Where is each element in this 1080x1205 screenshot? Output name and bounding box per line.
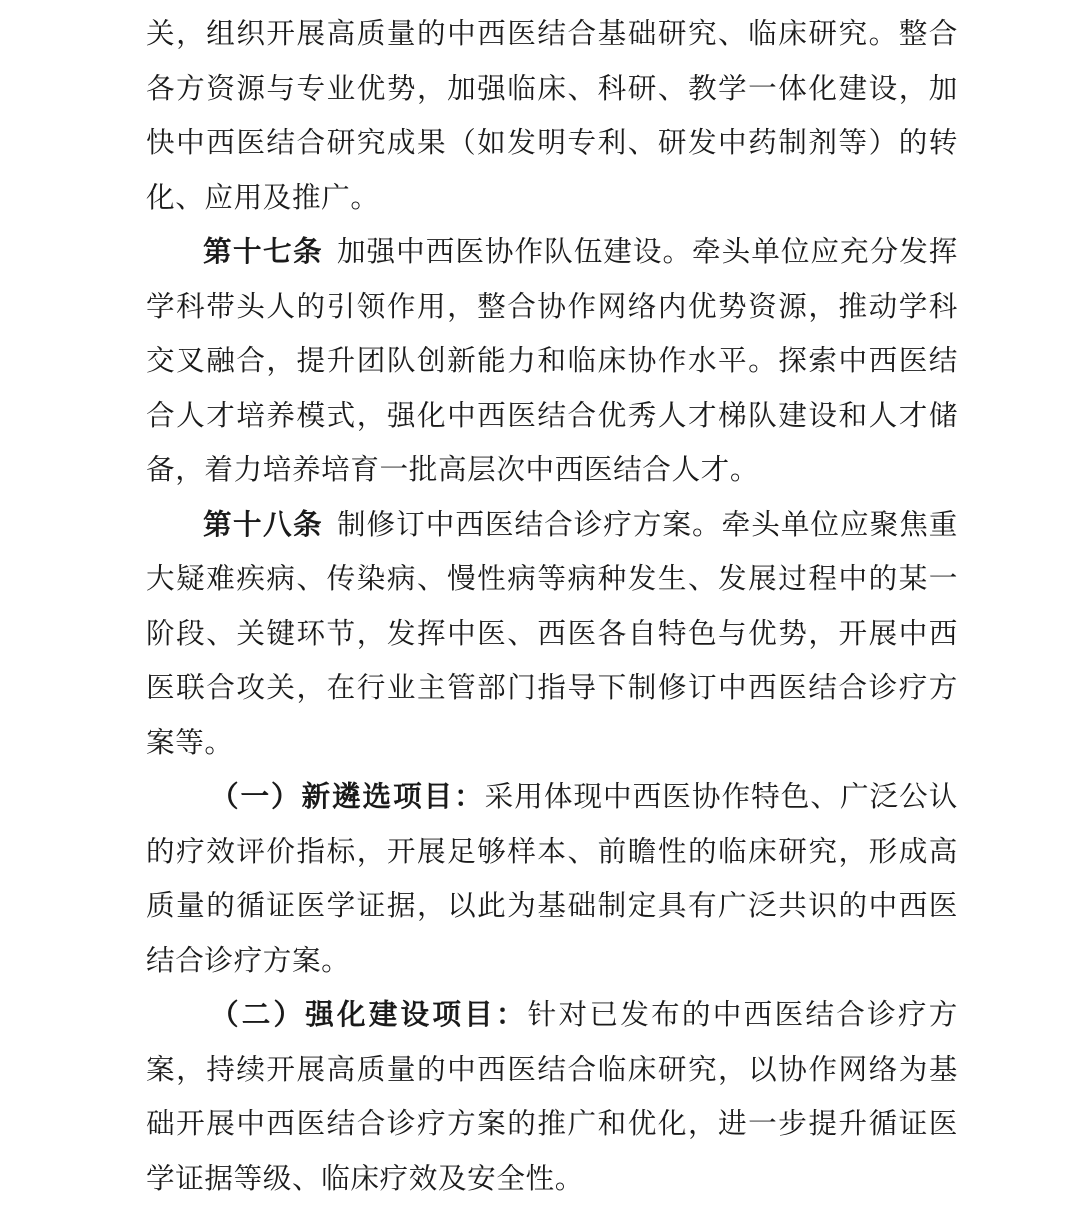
article-17-text: 加强中西医协作队伍建设。牵头单位应充分发挥学科带头人的引领作用，整合协作网络内优势资源，推动学科交叉融合，提升团队创新能力和临床协作水平。探索中西医结合人才培养模式，强化中西医结合优秀人才梯队建设和人才储备，着力培养培育一批高层次中西医结合人才。 bbox=[146, 234, 958, 486]
sub-item-new-projects-heading: （一）新遴选项目： bbox=[210, 779, 485, 813]
sub-item-strengthen-projects bbox=[146, 987, 958, 1205]
article-17-paragraph bbox=[146, 224, 958, 497]
sub-item-new-projects-text: 采用体现中西医协作特色、广泛公认的疗效评价指标，开展足够样本、前瞻性的临床研究，形成高质量的循证医学证据，以此为基础制定具有广泛共识的中西医结合诊疗方案。 bbox=[146, 779, 958, 977]
paragraph-text: 关，组织开展高质量的中西医结合基础研究、临床研究。整合各方资源与专业优势，加强临床、科研、教学一体化建设，加快中西医结合研究成果（如发明专利、研发中药制剂等）的转化、应用及推广。 bbox=[146, 16, 958, 214]
sub-item-strengthen-projects-heading: （二）强化建设项目： bbox=[210, 997, 528, 1031]
sub-item-new-projects bbox=[146, 769, 958, 987]
article-18-number: 第十八条 bbox=[203, 506, 323, 541]
paragraph-continuation bbox=[146, 6, 958, 224]
sub-item-strengthen-projects-text: 针对已发布的中西医结合诊疗方案，持续开展高质量的中西医结合临床研究，以协作网络为基础开展中西医结合诊疗方案的推广和优化，进一步提升循证医学证据等级、临床疗效及安全性。 bbox=[146, 997, 958, 1195]
document-body bbox=[146, 6, 958, 1205]
article-18-text: 制修订中西医结合诊疗方案。牵头单位应聚焦重大疑难疾病、传染病、慢性病等病种发生、发展过程中的某一阶段、关键环节，发挥中医、西医各自特色与优势，开展中西医联合攻关，在行业主管部门指导下制修订中西医结合诊疗方案等。 bbox=[146, 506, 958, 759]
article-17-number: 第十七条 bbox=[203, 234, 323, 268]
article-18-paragraph bbox=[146, 497, 958, 770]
